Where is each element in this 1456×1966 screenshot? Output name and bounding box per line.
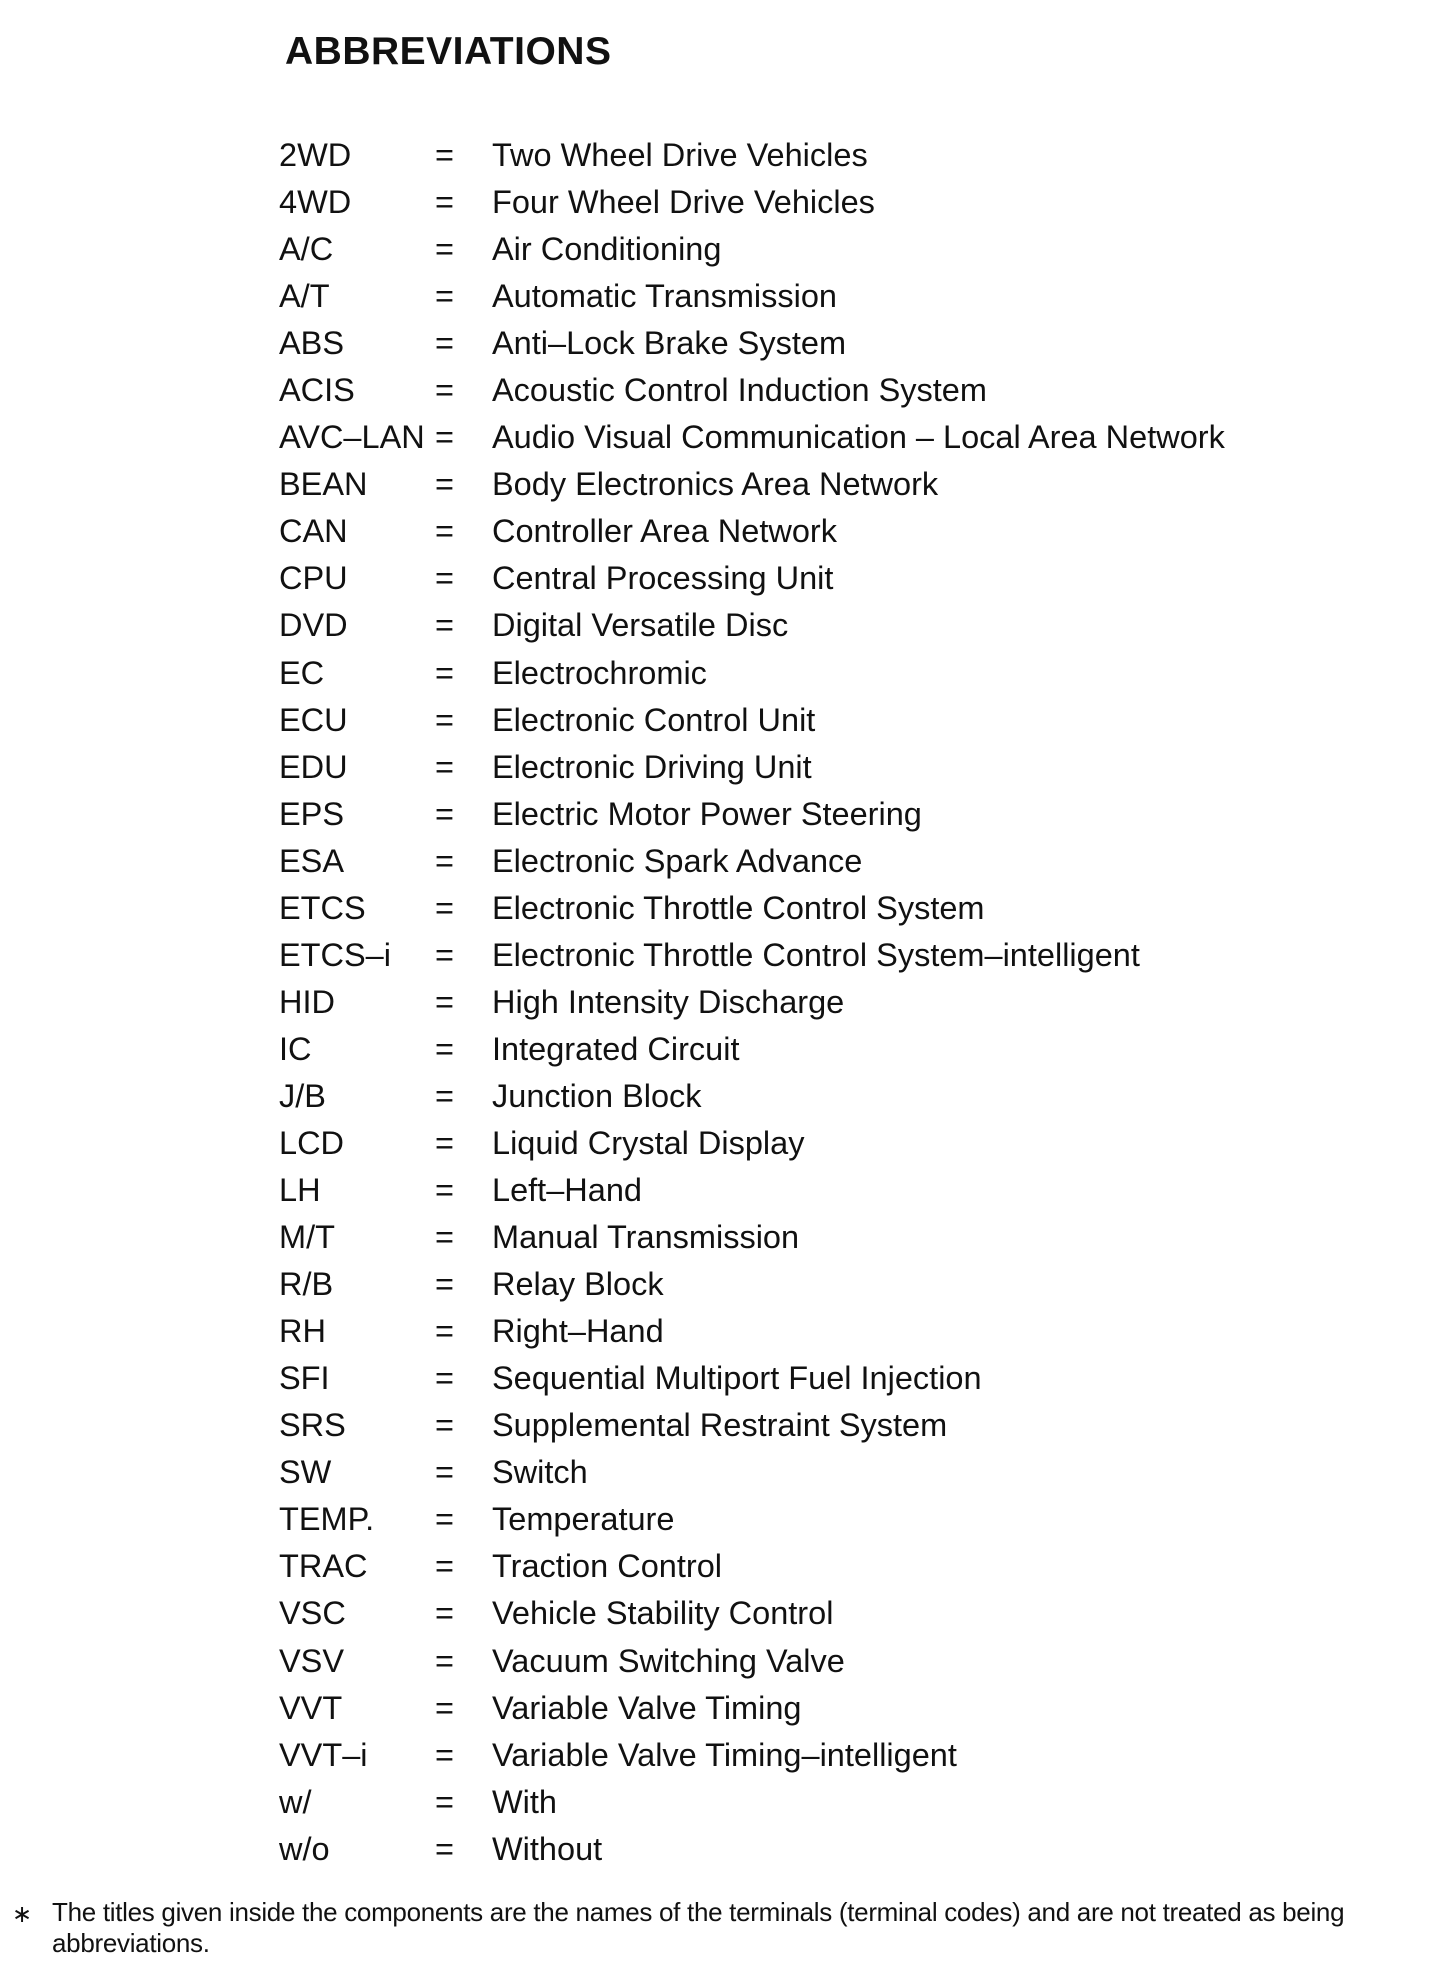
abbreviation-row [279, 273, 1379, 320]
abbreviation-row [279, 1826, 1379, 1873]
abbreviation-row [279, 1167, 1379, 1214]
abbreviation-meaning: Left–Hand [492, 1172, 642, 1209]
abbreviation-row [279, 367, 1379, 414]
abbreviation-row [279, 226, 1379, 273]
abbreviation-row [279, 508, 1379, 555]
abbreviation-term: w/ [279, 1783, 312, 1820]
abbreviation-term: A/T [279, 278, 330, 315]
equals-sign: = [435, 654, 454, 691]
abbreviation-row [279, 744, 1379, 791]
abbreviation-term: SRS [279, 1407, 346, 1444]
abbreviation-meaning: Anti–Lock Brake System [492, 325, 847, 362]
abbreviation-meaning: Electronic Throttle Control System [492, 889, 985, 926]
abbreviation-row [279, 791, 1379, 838]
abbreviation-term: EPS [279, 795, 345, 832]
abbreviation-term: CPU [279, 560, 348, 597]
abbreviation-term: M/T [279, 1219, 335, 1256]
abbreviation-meaning: Vacuum Switching Valve [492, 1642, 845, 1679]
abbreviation-term: EDU [279, 748, 348, 785]
abbreviation-meaning: Vehicle Stability Control [492, 1595, 834, 1632]
abbreviation-meaning: Relay Block [492, 1266, 664, 1303]
abbreviation-term: BEAN [279, 466, 368, 503]
abbreviation-row [279, 1685, 1379, 1732]
abbreviation-term: AVC–LAN [279, 419, 425, 456]
equals-sign: = [435, 1783, 454, 1820]
equals-sign: = [435, 513, 454, 550]
equals-sign: = [435, 889, 454, 926]
abbreviation-row [279, 555, 1379, 602]
abbreviation-meaning: With [492, 1783, 557, 1820]
equals-sign: = [435, 795, 454, 832]
abbreviation-row [279, 1402, 1379, 1449]
abbreviation-meaning: Variable Valve Timing–intelligent [492, 1736, 957, 1773]
abbreviation-term: ETCS [279, 889, 366, 926]
abbreviation-meaning: Junction Block [492, 1077, 702, 1114]
abbreviation-meaning: Manual Transmission [492, 1219, 800, 1256]
abbreviation-meaning: Electrochromic [492, 654, 707, 691]
abbreviation-meaning: Electronic Driving Unit [492, 748, 812, 785]
abbreviation-meaning: Body Electronics Area Network [492, 466, 939, 503]
equals-sign: = [435, 325, 454, 362]
abbreviation-row [279, 932, 1379, 979]
abbreviation-term: SW [279, 1454, 332, 1491]
abbreviation-meaning: Supplemental Restraint System [492, 1407, 948, 1444]
equals-sign: = [435, 278, 454, 315]
abbreviation-meaning: Electric Motor Power Steering [492, 795, 922, 832]
abbreviation-term: DVD [279, 607, 348, 644]
abbreviation-term: LH [279, 1172, 321, 1209]
abbreviation-term: J/B [279, 1077, 326, 1114]
abbreviation-row [279, 1496, 1379, 1543]
equals-sign: = [435, 1219, 454, 1256]
equals-sign: = [435, 983, 454, 1020]
equals-sign: = [435, 184, 454, 221]
equals-sign: = [435, 1454, 454, 1491]
abbreviation-term: LCD [279, 1124, 345, 1161]
abbreviation-term: EC [279, 654, 325, 691]
abbreviation-list [279, 132, 1379, 1873]
abbreviation-term: VVT–i [279, 1736, 368, 1773]
abbreviation-row [279, 414, 1379, 461]
abbreviation-term: ABS [279, 325, 345, 362]
abbreviation-term: ECU [279, 701, 348, 738]
abbreviation-row [279, 1214, 1379, 1261]
equals-sign: = [435, 1030, 454, 1067]
abbreviation-row [279, 1590, 1379, 1637]
abbreviation-term: 4WD [279, 184, 352, 221]
abbreviation-row [279, 320, 1379, 367]
abbreviation-row [279, 1120, 1379, 1167]
abbreviation-term: R/B [279, 1266, 334, 1303]
abbreviation-meaning: Air Conditioning [492, 231, 722, 268]
abbreviation-row [279, 885, 1379, 932]
abbreviation-meaning: Switch [492, 1454, 588, 1491]
abbreviation-meaning: Audio Visual Communication – Local Area Network [492, 419, 1225, 456]
equals-sign: = [435, 1501, 454, 1538]
equals-sign: = [435, 1830, 454, 1867]
abbreviation-row [279, 1308, 1379, 1355]
abbreviation-row [279, 1073, 1379, 1120]
equals-sign: = [435, 560, 454, 597]
abbreviation-row [279, 132, 1379, 179]
abbreviation-term: TRAC [279, 1548, 368, 1585]
abbreviation-meaning: Acoustic Control Induction System [492, 372, 987, 409]
abbreviation-meaning: Controller Area Network [492, 513, 837, 550]
abbreviation-meaning: Electronic Throttle Control System–intelligent [492, 936, 1140, 973]
equals-sign: = [435, 372, 454, 409]
abbreviation-row [279, 1355, 1379, 1402]
equals-sign: = [435, 466, 454, 503]
equals-sign: = [435, 1266, 454, 1303]
abbreviation-term: RH [279, 1313, 326, 1350]
abbreviation-term: CAN [279, 513, 348, 550]
equals-sign: = [435, 1642, 454, 1679]
abbreviation-row [279, 1026, 1379, 1073]
abbreviation-row [279, 461, 1379, 508]
abbreviation-term: VSC [279, 1595, 346, 1632]
abbreviation-row [279, 179, 1379, 226]
equals-sign: = [435, 1595, 454, 1632]
equals-sign: = [435, 936, 454, 973]
abbreviation-meaning: Sequential Multiport Fuel Injection [492, 1360, 982, 1397]
abbreviation-row [279, 650, 1379, 697]
abbreviation-meaning: Variable Valve Timing [492, 1689, 802, 1726]
abbreviation-row [279, 1543, 1379, 1590]
abbreviation-row [279, 1732, 1379, 1779]
abbreviation-meaning: Temperature [492, 1501, 675, 1538]
abbreviation-meaning: Two Wheel Drive Vehicles [492, 137, 868, 173]
abbreviation-meaning: Four Wheel Drive Vehicles [492, 184, 875, 221]
equals-sign: = [435, 1124, 454, 1161]
equals-sign: = [435, 1407, 454, 1444]
abbreviation-meaning: Integrated Circuit [492, 1030, 740, 1067]
abbreviation-row [279, 1261, 1379, 1308]
abbreviation-row [279, 602, 1379, 649]
abbreviation-term: ACIS [279, 372, 355, 409]
abbreviation-term: A/C [279, 231, 334, 268]
abbreviation-meaning: High Intensity Discharge [492, 983, 845, 1020]
abbreviation-meaning: Liquid Crystal Display [492, 1124, 805, 1161]
equals-sign: = [435, 701, 454, 738]
abbreviation-meaning: Traction Control [492, 1548, 722, 1585]
equals-sign: = [435, 1077, 454, 1114]
equals-sign: = [435, 1313, 454, 1350]
abbreviation-row [279, 1779, 1379, 1826]
abbreviation-term: TEMP. [279, 1501, 375, 1538]
abbreviation-row [279, 838, 1379, 885]
equals-sign: = [435, 137, 454, 173]
equals-sign: = [435, 1172, 454, 1209]
abbreviation-term: HID [279, 983, 335, 1020]
abbreviation-meaning: Electronic Spark Advance [492, 842, 863, 879]
abbreviation-meaning: Digital Versatile Disc [492, 607, 789, 644]
equals-sign: = [435, 1360, 454, 1397]
abbreviation-term: VSV [279, 1642, 345, 1679]
abbreviation-meaning: Central Processing Unit [492, 560, 834, 597]
equals-sign: = [435, 607, 454, 644]
abbreviation-meaning: Automatic Transmission [492, 278, 837, 315]
equals-sign: = [435, 1548, 454, 1585]
abbreviation-row [279, 1449, 1379, 1496]
equals-sign: = [435, 1689, 454, 1726]
abbreviation-row [279, 697, 1379, 744]
abbreviation-term: w/o [279, 1830, 330, 1867]
footnote-text: The titles given inside the components are the names of the terminals (terminal codes) and are not treated as being abbreviations. [52, 1897, 1345, 1958]
abbreviation-meaning: Without [492, 1830, 603, 1867]
equals-sign: = [435, 1736, 454, 1773]
abbreviation-term: ETCS–i [279, 936, 391, 973]
abbreviation-meaning: Electronic Control Unit [492, 701, 816, 738]
page-title: ABBREVIATIONS [285, 30, 612, 73]
abbreviation-row [279, 1638, 1379, 1685]
equals-sign: = [435, 231, 454, 268]
abbreviation-meaning: Right–Hand [492, 1313, 664, 1350]
abbreviation-term: SFI [279, 1360, 330, 1397]
abbreviation-term: VVT [279, 1689, 343, 1726]
equals-sign: = [435, 748, 454, 785]
equals-sign: = [435, 842, 454, 879]
asterisk-icon: ∗ [12, 1901, 32, 1928]
abbreviation-term: ESA [279, 842, 345, 879]
abbreviation-term: 2WD [279, 137, 352, 173]
equals-sign: = [435, 419, 454, 456]
abbreviation-term: IC [279, 1030, 312, 1067]
abbreviation-row [279, 979, 1379, 1026]
